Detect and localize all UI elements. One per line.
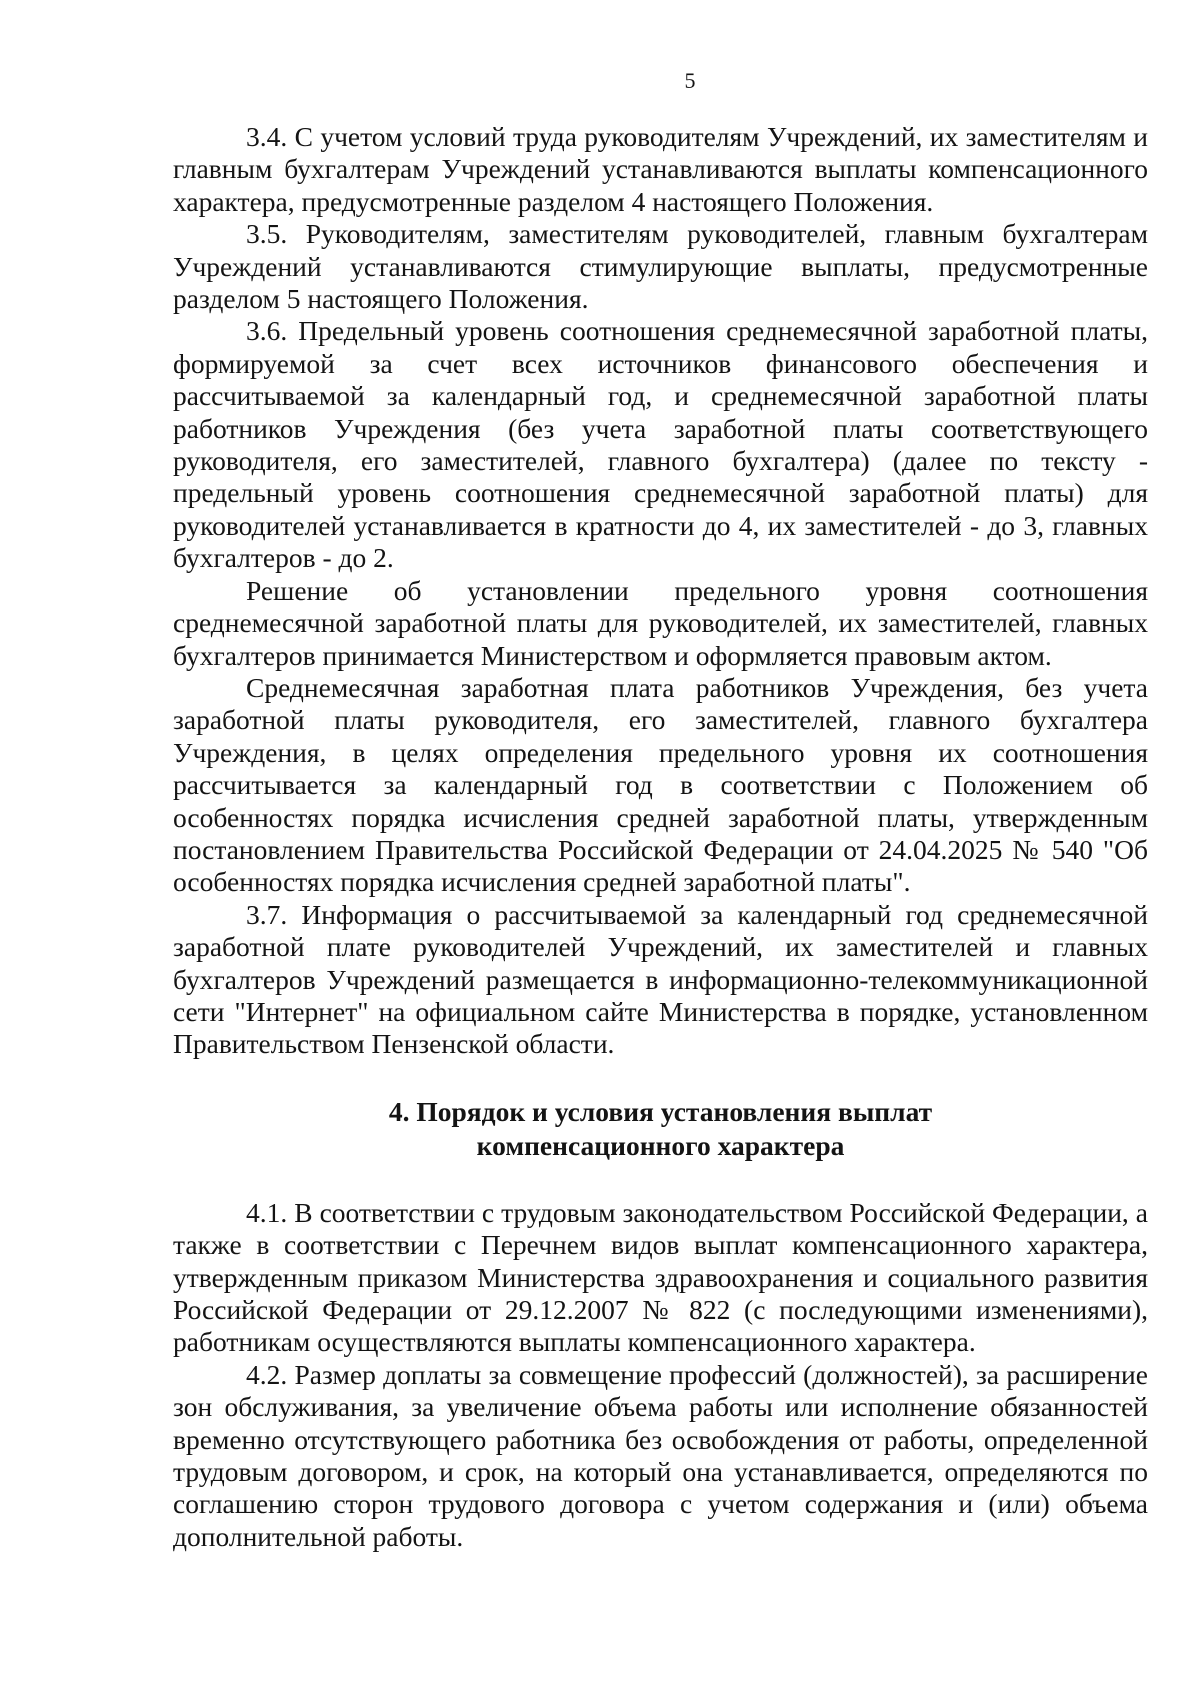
paragraph-3-7: 3.7. Информация о рассчитываемой за календарный год среднемесячной заработной плате руководителей Учреждений, их заместителей и главных бухгалтеров Учреждений размещается в информационно-телекоммуникационной сети "Интернет" на официальном сайте Министерства в порядке, установленном Правительством Пензенской области.	[173, 898, 1148, 1060]
section-4-heading	[173, 1095, 1148, 1163]
paragraph-3-6-average-salary: Среднемесячная заработная плата работников Учреждения, без учета заработной платы руководителя, его заместителей, главного бухгалтера Учреждения, в целях определения предельного уровня их соотношения рассчитывается за календарный год в соответствии с Положением об особенностях порядка исчисления средней заработной платы, утвержденным постановлением Правительства Российской Федерации от 24.04.2025 № 540 "Об особенностях порядка исчисления средней заработной платы".	[173, 671, 1148, 898]
paragraph-3-6: 3.6. Предельный уровень соотношения среднемесячной заработной платы, формируемой за счет всех источников финансового обеспечения и рассчитываемой за календарный год, и среднемесячной заработной платы работников Учреждения (без учета заработной платы соответствующего руководителя, его заместителей, главного бухгалтера) (далее по тексту - предельный уровень соотношения среднемесячной заработной платы) для руководителей устанавливается в кратности до 4, их заместителей - до 3, главных бухгалтеров - до 2.	[173, 315, 1148, 574]
paragraph-3-4: 3.4. С учетом условий труда руководителям Учреждений, их заместителям и главным бухгалтерам Учреждений устанавливаются выплаты компенсационного характера, предусмотренные разделом 4 настоящего Положения.	[173, 121, 1148, 217]
document-body	[173, 121, 1148, 1553]
section-4-heading-line-1: 4. Порядок и условия установления выплат	[388, 1095, 933, 1127]
paragraph-4-1: 4.1. В соответствии с трудовым законодательством Российской Федерации, а также в соответствии с Перечнем видов выплат компенсационного характера, утвержденным приказом Министерства здравоохранения и социального развития Российской Федерации от 29.12.2007 № 822 (с последующими изменениями), работникам осуществляются выплаты компенсационного характера.	[173, 1196, 1148, 1358]
paragraph-3-5: 3.5. Руководителям, заместителям руководителей, главным бухгалтерам Учреждений устанавливаются стимулирующие выплаты, предусмотренные разделом 5 настоящего Положения.	[173, 218, 1148, 315]
paragraph-4-2: 4.2. Размер доплаты за совмещение профессий (должностей), за расширение зон обслуживания, за увеличение объема работы или исполнение обязанностей временно отсутствующего работника без освобождения от работы, определенной трудовым договором, и срок, на который она устанавливается, определяются по соглашению сторон трудового договора с учетом содержания и (или) объема дополнительной работы.	[173, 1358, 1148, 1552]
paragraph-3-6-decision: Решение об установлении предельного уровня соотношения среднемесячной заработной платы для руководителей, их заместителей, главных бухгалтеров принимается Министерством и оформляется правовым актом.	[173, 574, 1148, 671]
section-4-heading-line-2: компенсационного характера	[476, 1129, 845, 1161]
page-number: 5	[684, 68, 696, 93]
